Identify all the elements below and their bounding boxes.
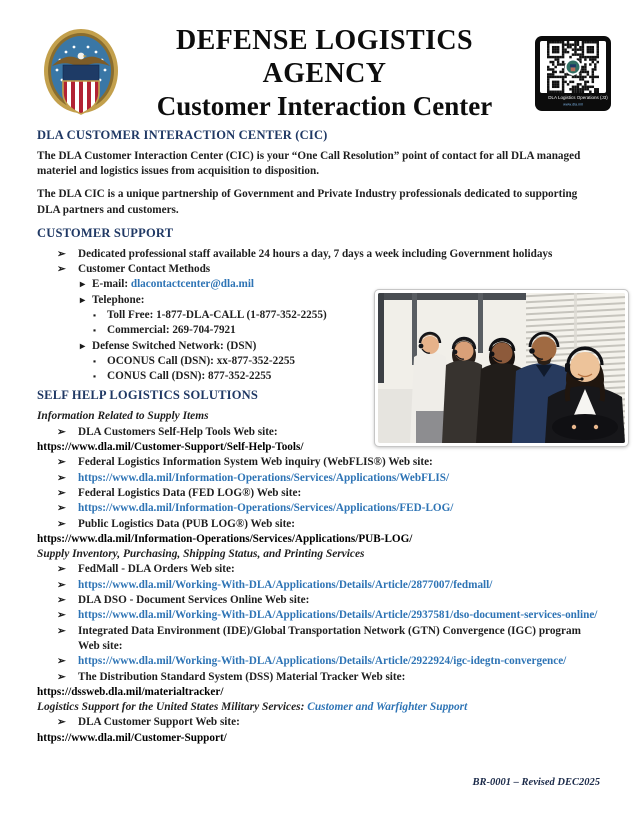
document-id: BR-0001 – Revised DEC2025 [472,777,600,788]
arrow-bullet-icon: ➢ [57,610,66,622]
list-item [37,654,600,669]
list-item: ➢ The Distribution Standard System (DSS) Material Tracker Web site: [37,670,600,685]
list-item: ➢ Federal Logistics Information System Web inquiry (WebFLIS®) Web site: [37,455,600,470]
arrow-bullet-icon: ➢ [57,426,66,438]
hyperlink[interactable]: Customer and Warfighter Support [307,701,468,714]
hyperlink[interactable]: https://www.dla.mil/Information-Operations/Services/Applications/WebFLIS/ [78,471,450,484]
square-bullet-icon: ▪ [93,310,97,320]
list-item [37,608,600,623]
standalone-link-line: https://www.dla.mil/Customer-Support/Self-Help-Tools/ [37,441,304,454]
italic-subheading: Information Related to Supply Items [37,410,209,423]
triangle-bullet-icon: ▸ [80,279,86,291]
square-bullet-icon: ▪ [93,355,97,366]
list-item: ▪ OCONUS Call (DSN): xx-877-352-2255 [37,354,600,369]
arrow-bullet-icon: ➢ [57,717,66,729]
call-center-team-photo [374,289,629,447]
arrow-bullet-icon: ➢ [57,579,66,591]
list-item: ➢ DLA Customer Support Web site: [37,715,600,730]
list-item: ➢ Dedicated professional staff available 24 hours a day, 7 days a week including Government holidays [37,247,600,262]
qr-sublabel-link[interactable]: www.dla.mil [563,102,583,107]
arrow-bullet-icon: ➢ [57,625,66,637]
triangle-bullet-icon: ▸ [80,340,86,352]
standalone-link-line: https://www.dla.mil/Information-Operations/Services/Applications/PUB-LOG/ [37,532,413,545]
arrow-bullet-icon: ➢ [57,503,66,515]
standalone-link-line: https://dssweb.dla.mil/materialtracker/ [37,685,224,698]
hyperlink[interactable]: dlacontactcenter@dla.mil [130,278,255,291]
list-item: ➢ FedMall - DLA Orders Web site: [37,562,600,577]
square-bullet-icon: ▪ [93,325,97,336]
hyperlink[interactable]: https://www.dla.mil/Working-With-DLA/Applications/Details/Article/2937581/dso-document-services-online/ [78,609,598,622]
arrow-bullet-icon: ➢ [57,472,66,484]
document-title: Customer Interaction Center [156,90,493,121]
italic-subheading: Supply Inventory, Purchasing, Shipping Status, and Printing Services [37,548,365,561]
text-run: E-mail: [92,278,131,291]
document-footer [473,777,600,788]
list-item: ▪ Commercial: 269-704-7921 [37,323,600,338]
list-item: ▸ Defense Switched Network: (DSN) [37,339,600,354]
section-heading: SELF HELP LOGISTICS SOLUTIONS [37,388,259,403]
list-item: ➢ Customer Contact Methods [37,262,600,277]
header-titles [120,24,535,123]
arrow-bullet-icon: ➢ [57,656,66,668]
dla-seal-logo [42,26,120,120]
hyperlink[interactable]: https://www.dla.mil/Information-Operations/Services/Applications/FED-LOG/ [78,502,454,515]
call-center-team-illustration [378,293,625,443]
arrow-bullet-icon: ➢ [57,595,66,607]
list-item: ▪ Toll Free: 1-877-DLA-CALL (1-877-352-2255) [37,308,600,323]
list-item: ➢ Public Logistics Data (PUB LOG®) Web site: [37,517,600,532]
standalone-link-line: https://www.dla.mil/Customer-Support/ [37,731,227,744]
section-heading: DLA CUSTOMER INTERACTION CENTER (CIC) [37,128,328,142]
list-item: ▸ Telephone: [37,293,600,308]
list-item [37,578,600,593]
section-heading: CUSTOMER SUPPORT [37,225,174,240]
square-bullet-icon: ▪ [93,371,97,382]
list-item [37,471,600,486]
qr-label: DLA Logistics Operations (J3) [548,95,608,100]
qr-code-icon [540,41,606,93]
list-item: ▪ CONUS Call (DSN): 877-352-2255 [37,369,600,384]
qr-code-card [535,36,611,111]
paragraph: The DLA Customer Interaction Center (CIC) is your “One Call Resolution” point of contact for all DLA managed materiel and logistics issues from acquisition to disposition. [37,150,581,178]
list-item: ➢ DLA DSO - Document Services Online Web site: [37,593,600,608]
paragraph: The DLA CIC is a unique partnership of Government and Private Industry professionals dedicated to supporting DLA partners and customers. [37,188,578,216]
triangle-bullet-icon: ▸ [80,294,86,306]
arrow-bullet-icon: ➢ [57,518,66,530]
arrow-bullet-icon: ➢ [57,264,66,276]
arrow-bullet-icon: ➢ [57,487,66,499]
list-item: ➢ DLA Customers Self-Help Tools Web site: [37,425,600,440]
italic-subheading [37,700,600,715]
agency-title: DEFENSE LOGISTICS AGENCY [175,24,473,89]
arrow-bullet-icon: ➢ [57,457,66,469]
hyperlink[interactable]: https://www.dla.mil/Working-With-DLA/Applications/Details/Article/2877007/fedmall/ [78,578,493,591]
text-run: Logistics Support for the United States Military Services: [37,701,308,714]
arrow-bullet-icon: ➢ [57,671,66,683]
arrow-bullet-icon: ➢ [57,564,66,576]
list-item [37,501,600,516]
list-item: ➢ Federal Logistics Data (FED LOG®) Web site: [37,486,600,501]
document-header [0,0,637,122]
hyperlink[interactable]: https://www.dla.mil/Working-With-DLA/Applications/Details/Article/2922924/igc-idegtn-convergence/ [78,655,567,668]
list-item: ➢ Integrated Data Environment (IDE)/Global Transportation Network (GTN) Convergence (IGC) program Web site: [37,624,600,655]
arrow-bullet-icon: ➢ [57,248,66,260]
